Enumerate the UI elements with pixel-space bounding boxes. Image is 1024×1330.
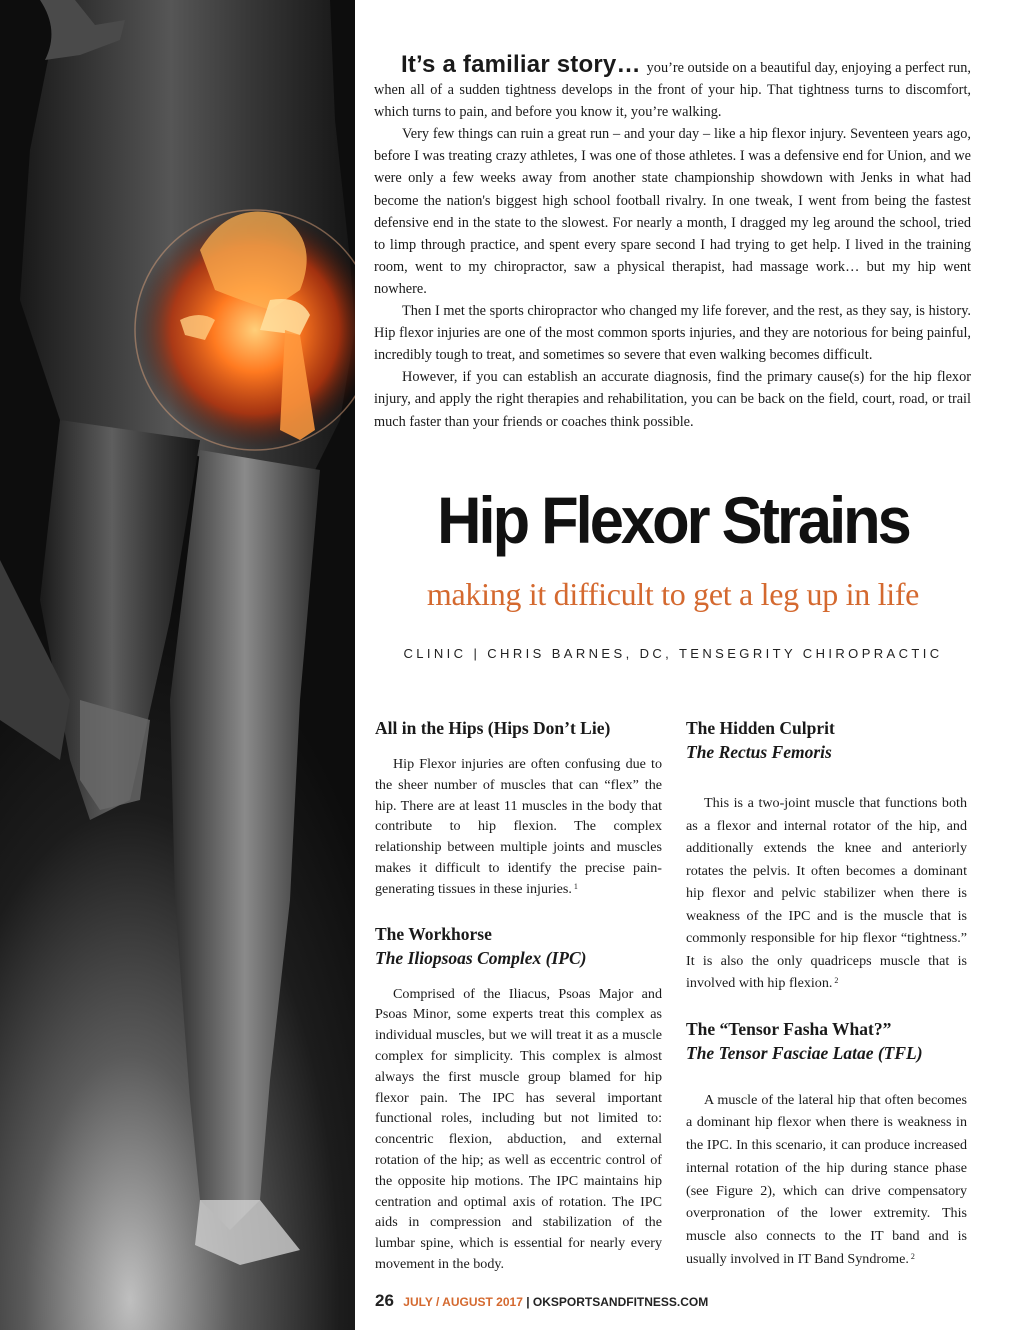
intro-text: [374, 51, 971, 433]
lead-in: It’s a familiar story…: [401, 51, 641, 78]
footnote-ref: 1: [573, 881, 578, 891]
runner-hip-illustration: [0, 0, 355, 1330]
section-heading-culprit: The Hidden Culprit: [686, 718, 835, 738]
article-title: Hip Flexor Strains: [437, 483, 909, 557]
intro-paragraph-3: Then I met the sports chiropractor who changed my life forever, and the rest, as they say, is history. Hip flexor injuries are one of the most common sports injuries, and they are notorious for being painful, incredibly tough to treat, and sometimes so severe that even walking becomes difficult.: [374, 303, 971, 364]
footer-separator: |: [526, 1295, 530, 1309]
footnote-ref: 2: [910, 1252, 915, 1262]
website: OKSPORTSANDFITNESS.COM: [532, 1295, 709, 1309]
footnote-ref: 2: [834, 976, 839, 985]
intro-paragraph-2: Very few things can ruin a great run – and your day – like a hip flexor injury. Seventeen years ago, before I was treating crazy athletes, I was one of those athletes. I was a defensive end for Union, and we were only a few weeks away from another state championship showdown with Jenks in what had become the nation's biggest high school football rivalry. In one tweak, I went from being the fastest defensive end in the state to the slowest. For nearly a month, I dragged my leg around the school, tried to limp through practice, and spent every spare second I had trying to get help. I lived in the training room, went to my chiropractor, saw a physical therapist, had massage work… but my hip went nowhere.: [374, 126, 971, 297]
section-heading-tensor: The “Tensor Fasha What?”: [686, 1018, 892, 1039]
column-left: [375, 716, 662, 1275]
section-subheading-rectus: The Rectus Femoris: [686, 742, 832, 762]
section-body-ipc: Comprised of the Iliacus, Psoas Major and Psoas Minor, some experts treat this complex as individual muscles, but we will treat it as a muscle complex for simplicity. This complex is almost always the first muscle group blamed for hip flexor pain. The IPC has several important functional roles, including but not limited to: concentric flexion, abduction, and external rotation of the hip; as well as eccentric control of the opposite hip motions. The IPC maintains hip centration and optimal axis of rotation. The IPC aids in compression and stabilization of the lumbar spine, which is essential for nearly every movement in the body.: [375, 985, 662, 1272]
page-number: 26: [375, 1291, 394, 1310]
intro-paragraph-1: It’s a familiar story… you’re outside on a beautiful day, enjoying a perfect run, when all of a sudden tightness develops in the front of your hip. That tightness turns to discomfort, which turns to pain, and before you know it, you’re walking.: [374, 51, 971, 121]
article-subtitle: making it difficult to get a leg up in life: [426, 576, 920, 612]
article-byline: CLINIC | CHRIS BARNES, DC, TENSEGRITY CHIROPRACTIC: [403, 646, 943, 661]
runner-body-svg: [0, 0, 355, 1330]
section-subheading-tfl: The Tensor Fasciae Latae (TFL): [686, 1042, 923, 1063]
column-right: [686, 716, 967, 1271]
section-subheading-ipc: The Iliopsoas Complex (IPC): [375, 947, 587, 968]
intro-paragraph-4: However, if you can establish an accurate diagnosis, find the primary cause(s) for the hip flexor injury, and apply the right therapies and rehabilitation, you can be back on the field, court, road, or trail much faster than your friends or coaches think possible.: [374, 369, 971, 430]
section-heading-workhorse: The Workhorse: [375, 923, 492, 944]
section-body-rectus: This is a two-joint muscle that functions both as a flexor and internal rotator of the hip, and additionally extends the knee and anteriorly rotates the pelvis. It often becomes a dominant hip flexor and pelvic stabilizer when there is weakness of the IPC and is the muscle that is commonly responsible for hip flexor “tightness.” It is also the only quadriceps muscle that is involved with hip flexion. $^2$: [686, 795, 967, 991]
section-heading-hips: All in the Hips (Hips Don’t Lie): [375, 718, 611, 738]
section-body-hips: Hip Flexor injuries are often confusing due to the sheer number of muscles that can “flex” the hip. There are at least 11 muscles in the body that contribute to hip flexion. The complex relationship between multiple joints and muscles makes it difficult to identify the precise pain-generating tissues in these injuries. $^1$: [375, 756, 662, 897]
section-body-tfl: A muscle of the lateral hip that often becomes a dominant hip flexor when there is weakness in the IPC. In this scenario, it can produce increased internal rotation of the hip during stance phase (see Figure 2), which can drive compensatory overpronation of the lower extremity. This muscle also connects to the IT band and is usually involved in IT Band Syndrome. $^2$: [686, 1091, 967, 1268]
page-footer: [375, 1291, 708, 1311]
issue-date: JULY / AUGUST 2017: [403, 1295, 523, 1309]
